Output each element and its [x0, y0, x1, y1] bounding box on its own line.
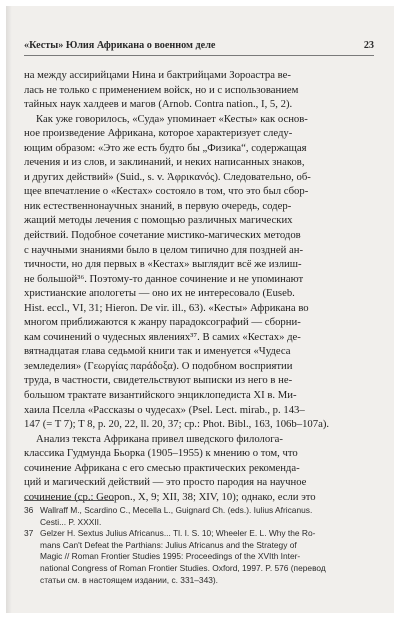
- text-line: большом трактате византийского энциклопедиста XI в. Ми-: [24, 389, 297, 402]
- text-line: с научными знаниями было в целом типично для поздней ан-: [24, 243, 304, 256]
- footnote-36-line: Cesti... P. XXXII.: [40, 516, 102, 527]
- footnote-37-line: статьи см. в настоящем издании, с. 331–343).: [40, 574, 219, 585]
- footnote-37-line: mans Can't Defeat the Parthians: Julius Africanus and the Strategy of: [40, 539, 297, 550]
- text-line: лечения и из слов, и заклинаний, и неких написанных знаков,: [24, 156, 305, 169]
- text-line: сочинение (ср.: Geopon., X, 9; XII, 38; XIV, 10); однако, если это: [24, 490, 316, 503]
- text-line: жащий методы лечения с помощью различных магических: [24, 214, 293, 227]
- text-line: щее впечатление о «Кестах» состояло в том, что это был сбор-: [24, 185, 309, 198]
- footnote-text: Wallraff M., Scardino C., Mecella L., Guignard Ch. (eds.). Iulius Africanus.: [40, 505, 313, 515]
- text-line: действий. Подобное сочетание мистико-магических методов: [24, 229, 301, 242]
- text-line: на между ассирийцами Нина и бактрийцами Зороастра ве-: [24, 69, 291, 81]
- text-line: вятнадцатая глава седьмой книги так и именуется «Чудеса: [24, 345, 291, 358]
- page-header: [24, 40, 374, 52]
- footnote-37-line: [24, 528, 374, 540]
- book-page: [6, 6, 394, 613]
- text-line: лась не только с применением войск, но и с использованием: [24, 83, 299, 96]
- footnote-37-line: national Congress of Roman Frontier Studies. Oxford, 1997. P. 576 (перевод: [40, 562, 326, 573]
- text-line: ций и магический действий — это просто пародия на научное: [24, 476, 307, 489]
- text-line: Hist. eccl., VI, 31; Hieron. De vir. ill., 63). «Кесты» Африкана во: [24, 301, 309, 314]
- footnote-number: 36: [24, 505, 34, 515]
- text-line: труда, в частности, свидетельствуют выписки из него в не-: [24, 374, 293, 387]
- paragraph-start-line: Как уже говорилось, «Суда» упоминает «Кесты» как основ-: [36, 112, 308, 125]
- text-line: многом приближаются к жанру парадоксографий — сборни-: [24, 316, 301, 329]
- text-line: тичности, но для первых в «Кестах» выглядит всё же излиш-: [24, 258, 302, 271]
- text-line: хаила Пселла «Рассказы о чудесах» (Psel. Lect. mirab., p. 143–: [24, 403, 305, 416]
- page-number: 23: [363, 40, 374, 51]
- header-rule: [24, 55, 374, 56]
- running-head: «Кесты» Юлия Африкана о военном деле: [24, 40, 216, 51]
- footnote-separator: [24, 500, 114, 501]
- footnote-number: 37: [24, 528, 34, 539]
- text-line: не большой³⁶. Поэтому-то данное сочинение и не упоминают: [24, 272, 304, 285]
- text-line: и других действий» (Suid., s. v. Ἀφρικανός). Следовательно, об-: [24, 170, 311, 183]
- footnote-text: Gelzer H. Sextus Julius Africanus... Tl. I. S. 10; Wheeler E. L. Why the Ro-: [40, 528, 316, 539]
- body-text: [24, 68, 374, 504]
- text-line: земледелия» (Γεωργίας παράδοξα). О подобном восприятии: [24, 359, 293, 372]
- text-line: ник естественнонаучных знаний, в первую очередь, содер-: [24, 199, 292, 212]
- text-line: 147 (= T 7); T 8, p. 20, 22, ll. 20, 37; cp.: Phot. Bibl., 163, 106b–107a).: [24, 418, 330, 431]
- footnote-36-line: [24, 505, 374, 517]
- text-line: ное произведение Африкана, которое характеризует следу-: [24, 127, 293, 140]
- text-line: классика Гудмунда Бьорка (1905–1955) к мнению о том, что: [24, 447, 298, 460]
- text-line: ющим образом: «Это же есть будто бы „Физика“, содержащая: [24, 141, 307, 154]
- text-line: сочинение Африкана с его смесью практических рекоменда-: [24, 461, 300, 474]
- footnotes: [24, 505, 374, 586]
- text-line: кам сочинений о чудесных явлениях³⁷. В самих «Кестах» де-: [24, 330, 301, 343]
- text-line: тайных наук халдеев и магов (Arnob. Contra nation., I, 5, 2).: [24, 98, 293, 111]
- footnote-37-line: Magic // Roman Frontier Studies 1995: Proceedings of the XVIth Inter-: [40, 551, 301, 562]
- paragraph-start-line: Анализ текста Африкана привел шведского филолога-: [36, 432, 283, 445]
- page-fold-shadow: [6, 6, 12, 613]
- text-line: христианские апологеты — оно их не интересовало (Euseb.: [24, 287, 295, 300]
